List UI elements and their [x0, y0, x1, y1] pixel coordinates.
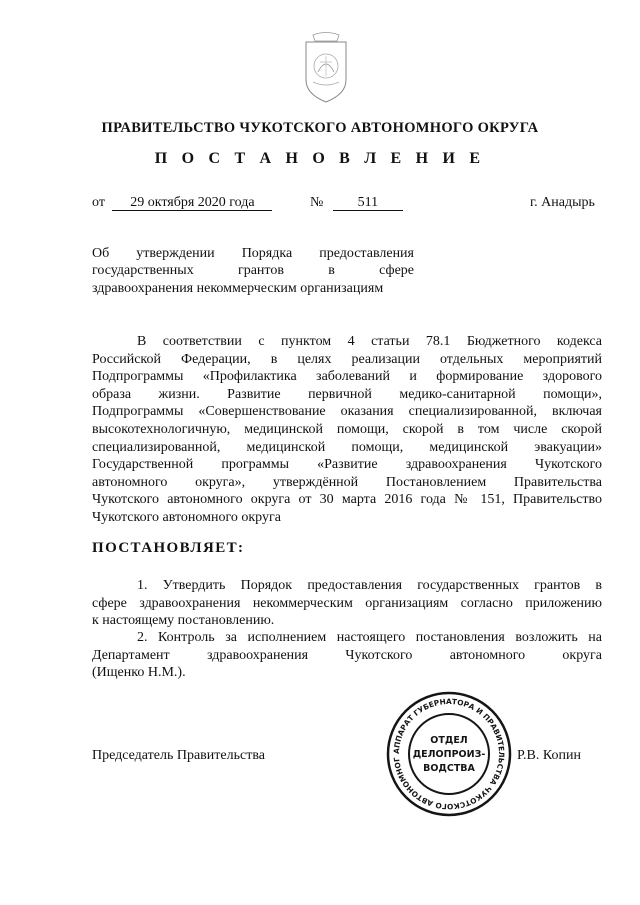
item-1-paragraph	[92, 577, 602, 630]
document-number: 511	[333, 195, 403, 211]
subject-line: здравоохранения некоммерческим организациям	[92, 280, 384, 296]
text-line: к настоящему постановлению.	[92, 613, 275, 629]
text-line: высокотехнологичную, медицинской помощи, скорой в том числе скорой	[92, 421, 602, 437]
text-line: 1. Утвердить Порядок предоставления государственных грантов в	[137, 578, 602, 593]
number-field-group	[310, 195, 403, 211]
text-line: Российской Федерации, в целях реализации отдельных мероприятий	[92, 351, 602, 367]
document-type-heading: П О С Т А Н О В Л Е Н И Е	[154, 150, 486, 167]
text-line: Подпрограммы «Профилактика заболеваний и формирование здорового	[92, 369, 602, 385]
text-line: сфере здравоохранения некоммерческим организациям согласно приложению	[92, 595, 602, 611]
number-label: №	[310, 195, 324, 210]
text-line: специализированной, медицинской помощи, медицинской эвакуации»	[92, 439, 602, 455]
signatory-name: Р.В. Копин	[517, 748, 581, 763]
text-line: Департамент здравоохранения Чукотского автономного округа	[92, 647, 602, 663]
official-stamp	[385, 690, 513, 818]
item-2-paragraph	[92, 629, 602, 682]
from-label: от	[92, 195, 105, 210]
stamp-ring-text: АППАРАТ ГУБЕРНАТОРА И ПРАВИТЕЛЬСТВА ЧУКОТСКОГО АВТОНОМНОГ	[391, 696, 507, 812]
resolves-heading: ПОСТАНОВЛЯЕТ:	[92, 540, 245, 556]
stamp-center-line: ОТДЕЛ	[430, 735, 468, 746]
government-title: ПРАВИТЕЛЬСТВО ЧУКОТСКОГО АВТОНОМНОГО ОКРУГА	[101, 120, 539, 136]
text-line: автономного округа», утверждённой Постановлением Правительства	[92, 474, 602, 490]
subject-line: Об утверждении Порядка предоставления	[92, 246, 414, 261]
coat-of-arms-icon	[301, 32, 351, 104]
date-field-group	[92, 195, 272, 211]
text-line: Чукотского автономного округа	[92, 509, 281, 525]
text-line: (Ищенко Н.М.).	[92, 665, 186, 681]
text-line: Подпрограммы «Совершенствование оказания специализированной, включая	[92, 404, 602, 420]
preamble-paragraph	[92, 333, 602, 527]
stamp-center-line: ДЕЛОПРОИЗ-	[412, 749, 486, 760]
text-line: Чукотского автономного округа от 30 марта 2016 года № 151, Правительство	[92, 492, 602, 508]
document-city: г. Анадырь	[530, 195, 595, 210]
signatory-position: Председатель Правительства	[92, 748, 265, 763]
subject-line: государственных грантов в сфере	[92, 263, 414, 279]
text-line: образа жизни. Развитие первичной медико-санитарной помощи»,	[92, 386, 602, 402]
text-line: Государственной программы «Развитие здравоохранения Чукотского	[92, 457, 602, 473]
text-line: 2. Контроль за исполнением настоящего постановления возложить на	[137, 630, 602, 645]
document-subject	[92, 245, 414, 297]
stamp-center-line: ВОДСТВА	[423, 763, 475, 774]
text-line: В соответствии с пунктом 4 статьи 78.1 Бюджетного кодекса	[137, 334, 602, 349]
document-date: 29 октября 2020 года	[112, 195, 272, 211]
